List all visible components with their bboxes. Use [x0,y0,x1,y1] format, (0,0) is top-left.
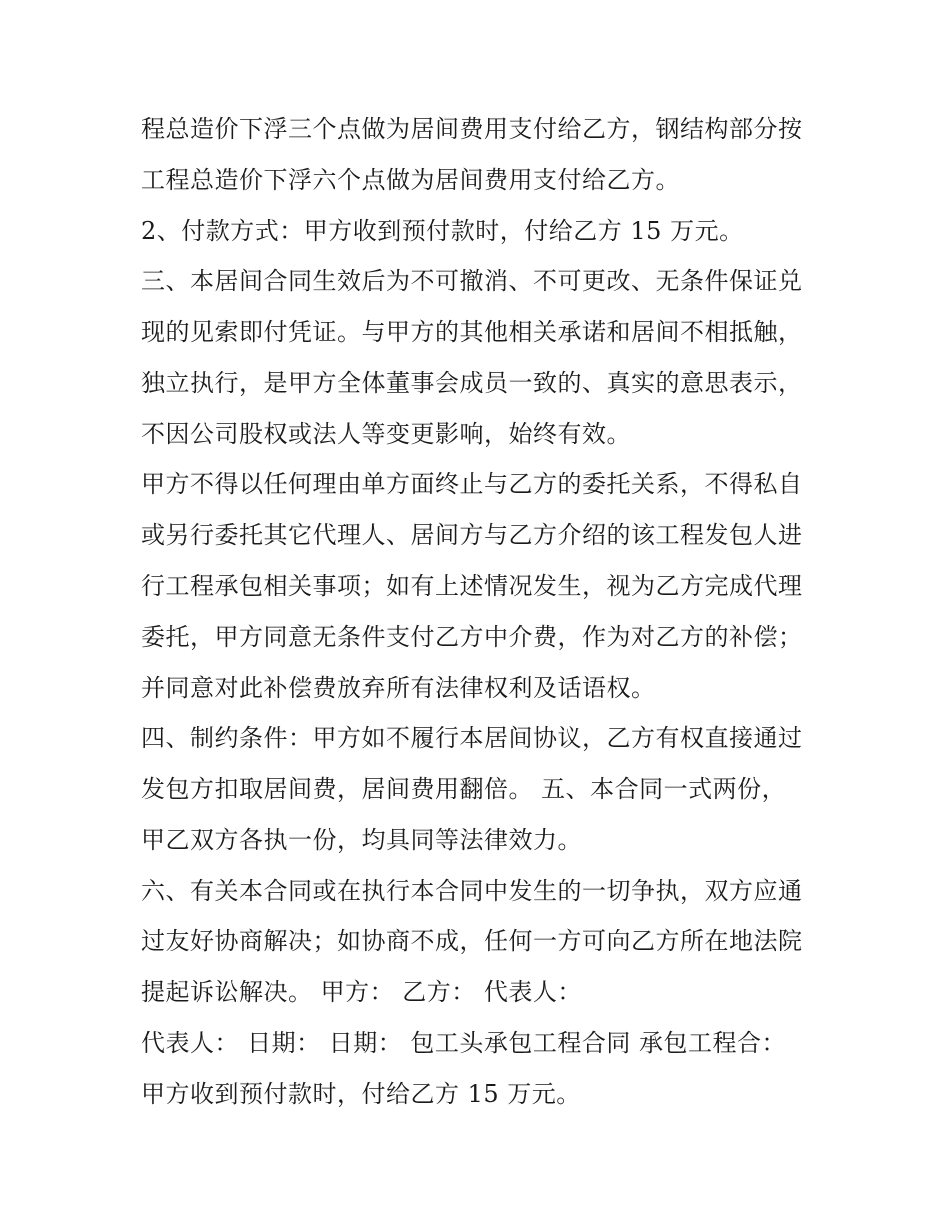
text-line: 工程总造价下浮六个点做为居间费用支付给乙方。 [141,166,680,194]
text-line: 提起诉讼解决。 甲方： 乙方： 代表人： [141,978,582,1006]
text-line: 委托，甲方同意无条件支付乙方中介费，作为对乙方的补偿； [141,623,803,651]
text-line: 六、有关本合同或在执行本合同中发生的一切争执，双方应通 [141,877,803,905]
text-line: 甲方不得以任何理由单方面终止与乙方的委托关系，不得私自 [141,470,803,498]
text-line: 行工程承包相关事项；如有上述情况发生，视为乙方完成代理 [141,572,803,600]
text-line: 甲方收到预付款时，付给乙方 15 万元。 [141,1080,581,1108]
text-line: 现的见索即付凭证。与甲方的其他相关承诺和居间不相抵触， [141,318,803,346]
text-line: 并同意对此补偿费放弃所有法律权利及话语权。 [141,674,656,702]
text-line: 独立执行，是甲方全体董事会成员一致的、真实的意思表示， [141,369,803,397]
text-line: 或另行委托其它代理人、居间方与乙方介绍的该工程发包人进 [141,521,803,549]
text-line: 发包方扣取居间费，居间费用翻倍。 五、本合同一式两份， [141,775,787,803]
text-line: 过友好协商解决；如协商不成，任何一方可向乙方所在地法院 [141,927,803,955]
text-line: 程总造价下浮三个点做为居间费用支付给乙方，钢结构部分按 [141,115,803,143]
text-line: 不因公司股权或法人等变更影响，始终有效。 [141,420,631,448]
text-line: 2、付款方式：甲方收到预付款时，付给乙方 15 万元。 [141,217,744,245]
text-line: 代表人： 日期： 日期： 包工头承包工程合同 承包工程合： [141,1029,787,1057]
text-line: 三、本居间合同生效后为不可撤消、不可更改、无条件保证兑 [141,267,803,295]
text-line: 四、制约条件：甲方如不履行本居间协议，乙方有权直接通过 [141,724,803,752]
text-line: 甲乙双方各执一份，均具同等法律效力。 [141,826,582,854]
